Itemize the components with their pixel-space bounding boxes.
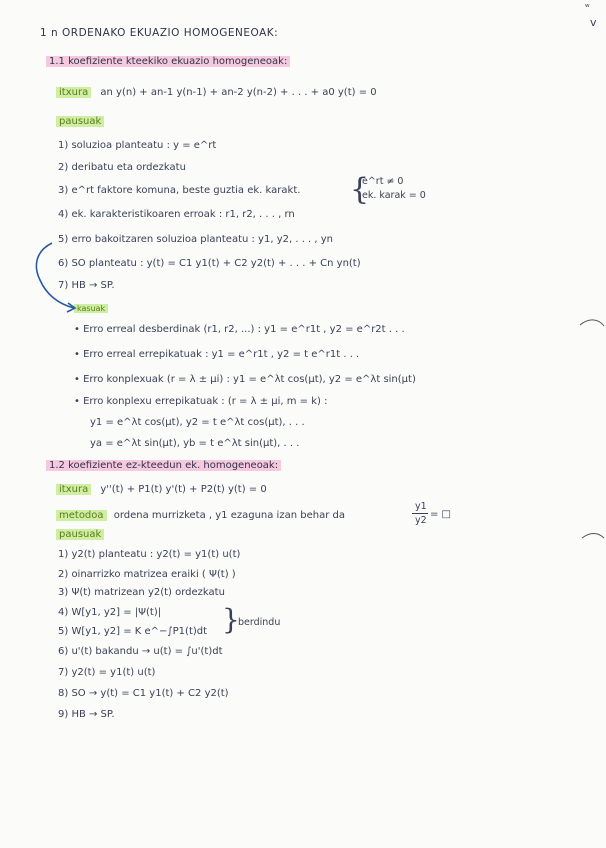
step-1-6: 6) SO planteatu : y(t) = C1 y1(t) + C2 y2(t) + . . . + Cn yn(t) (58, 258, 361, 269)
step-2-5: 5) W[y1, y2] = K e^−∫P1(t)dt (58, 626, 208, 637)
step-2-4: 4) W[y1, y2] = |Ψ(t)| (58, 607, 162, 618)
fraction-denominator: y2 (415, 515, 427, 526)
step-2-8: 8) SO → y(t) = C1 y1(t) + C2 y2(t) (58, 688, 229, 699)
case-item: • Erro konplexu errepikatuak : (r = λ ± μi, m = k) : (74, 396, 328, 407)
margin-arc (582, 534, 604, 539)
step-2-3: 3) Ψ(t) matrizean y2(t) ordezkatu (58, 587, 225, 598)
metodoa-label: metodoa (56, 510, 107, 521)
brace-item: ek. karak = 0 (362, 190, 426, 201)
case-item: y1 = e^λt cos(μt), y2 = t e^λt cos(μt), . . . (90, 417, 305, 428)
metodoa-text: ordena murrizketa , y1 ezaguna izan behar da (113, 510, 345, 521)
case-item: ya = e^λt sin(μt), yb = t e^λt sin(μt), . . . (90, 438, 300, 449)
step-2-9: 9) HB → SP. (58, 709, 115, 720)
step-2-2: 2) oinarrizko matrizea eraiki ( Ψ(t) ) (58, 569, 236, 580)
step-1-2: 2) deribatu eta ordezkatu (58, 162, 186, 173)
case-item: • Erro erreal errepikatuak : y1 = e^r1t , y2 = t e^r1t . . . (74, 349, 360, 360)
fraction-numerator: y1 (415, 501, 427, 512)
brace-symbol: { (350, 172, 370, 207)
itxura-label-2: itxura (56, 484, 91, 495)
margin-arc (580, 320, 604, 326)
itxura-equation-2: y''(t) + P1(t) y'(t) + P2(t) y(t) = 0 (100, 484, 267, 495)
step-1-5: 5) erro bakoitzaren soluzioa planteatu : y1, y2, . . . , yn (58, 234, 334, 245)
case-item: • Erro erreal desberdinak (r1, r2, ...) : y1 = e^r1t , y2 = e^r2t . . . (74, 324, 405, 335)
brace-item: e^rt ≠ 0 (362, 176, 404, 187)
step-1-3: 3) e^rt faktore komuna, beste guztia ek. karakt. (58, 185, 301, 196)
step-1-4: 4) ek. karakteristikoaren erroak : r1, r2, . . . , rn (58, 209, 295, 220)
corner-mark: v (590, 16, 597, 29)
section-1-heading-text: 1.1 koefiziente kteekiko ekuazio homogeneoak: (46, 56, 290, 67)
curved-arrow (36, 243, 74, 308)
page-title: 1 n ORDENAKO EKUAZIO HOMOGENEOAK: (40, 27, 279, 39)
berdindu-label: berdindu (238, 617, 281, 628)
pausuak-label-2: pausuak (56, 529, 104, 540)
section-2-heading-text: 1.2 koefiziente ez-kteedun ek. homogeneoak: (46, 460, 281, 471)
step-1-7: 7) HB → SP. (58, 280, 115, 291)
fraction-rest: = □ (430, 509, 452, 520)
step-2-6: 6) u'(t) bakandu → u(t) = ∫u'(t)dt (58, 646, 223, 657)
kasuak-label: kasuak (74, 304, 108, 313)
step-2-7: 7) y2(t) = y1(t) u(t) (58, 667, 156, 678)
case-item: • Erro konplexuak (r = λ ± μi) : y1 = e^λt cos(μt), y2 = e^λt sin(μt) (74, 374, 416, 385)
step-2-1: 1) y2(t) planteatu : y2(t) = y1(t) u(t) (58, 549, 241, 560)
itxura-equation: an y(n) + an-1 y(n-1) + an-2 y(n-2) + . . . + a0 y(t) = 0 (100, 87, 377, 98)
itxura-label: itxura (56, 87, 91, 98)
step-1-1: 1) soluzioa planteatu : y = e^rt (58, 140, 217, 151)
brace-symbol-2: } (222, 603, 240, 636)
pausuak-label: pausuak (56, 116, 104, 127)
corner-mark: ʷ (585, 3, 590, 13)
